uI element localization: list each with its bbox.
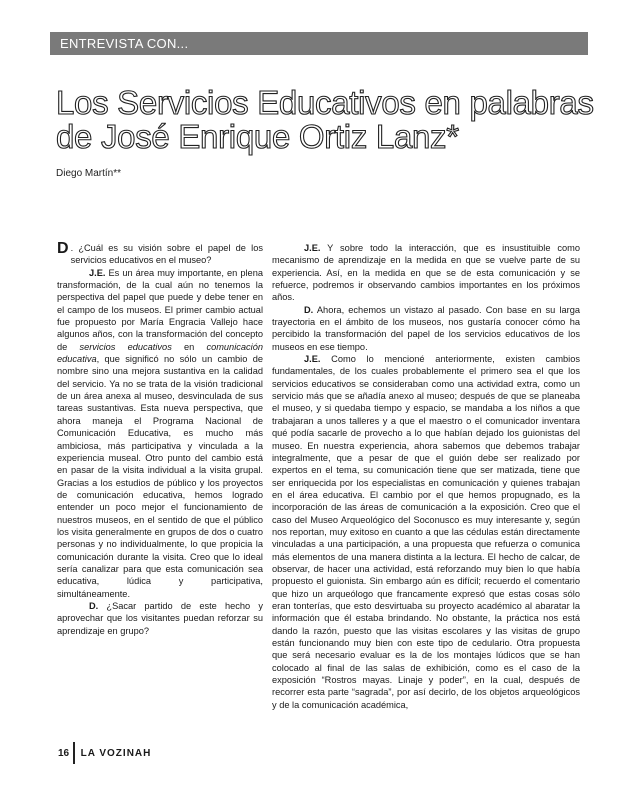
section-label: ENTREVISTA CON... [60,36,189,51]
text-column-left [57,242,263,637]
footer-divider [73,742,75,764]
page-number: 16 [58,747,70,759]
answer-2: J.E. Y sobre todo la interacción, que es insustituible como mecanismo de aprendizaje en la medida en que se vuelve parte de su experiencia. Así, en la medida en que se de esta comunicación y se refuerce, podremos ir observando cambios importantes en los próximos años. [272,243,580,303]
speaker-label: J.E. [89,267,106,278]
text-column-right [272,242,580,711]
answer-1: J.E. Es un área muy importante, en plena transformación, de la cual aún no tenemos la perspectiva del papel que puede y debe tener en el campo de los museos. El primer cambio actual fue propuesto por María Engracia Vallejo hace algunos años, con la transformación del concepto de servicios educativos en comunicación educativa, que significó no sólo un cambio de nombre sino una mejora sustantiva en la calidad del servicio. Ya no se trata de la visión tradicional de un área anexa al museo, desvinculada de sus tareas sustantivas. Esta nueva perspectiva, que ahora maneja el Programa Nacional de Comunicación Educativa, es mucho más ambiciosa, más participativa y vinculada a la experiencia museal. Otro punto del cambio está en pasar de la visita individual a la visita grupal. Gracias a los estudios de público y los proyectos de comunicación educativa, hemos logrado entender un poco mejor el funcionamiento de nuestros museos, en el sentido de que el público los visita generalmente en grupos de dos o cuatro personas y no individualmente, lo que propicia la comunicación durante la visita. Creo que lo ideal sería canalizar para que esta comunicación sea educativa, lúdica y participativa, simultáneamente. [57,267,263,599]
speaker-label: J.E. [304,354,321,365]
page-footer [58,744,151,762]
speaker-label: J.E. [304,243,321,253]
magazine-name: LA VOZINAH [80,747,152,759]
question-initial: D [57,240,69,257]
article-title: Los Servicios Educativos en palabras de José Enrique Ortiz Lanz* [56,84,594,155]
speaker-label: D. [304,304,314,315]
section-header-bar [50,32,588,55]
article-author: Diego Martín** [56,168,122,179]
question-1: D . ¿Cuál es su visión sobre el papel de los servicios educativos en el museo? [57,240,263,266]
speaker-label: D. [89,600,99,611]
question-2: D. ¿Sacar partido de este hecho y aprovechar que los visitantes puedan reforzar su aprendizaje en grupo? [57,600,263,636]
question-3: D. Ahora, echemos un vistazo al pasado. Con base en su larga trayectoria en el ámbito de los museos, nos gustaría conocer cómo ha percibido la transformación del papel de los servicios educativos de los museos en ese tiempo. [272,304,580,352]
answer-3: J.E. Como lo mencioné anteriormente, existen cambios fundamentales, de los cuales probablemente el primero sea el que los servicios educativos se consideraban como una actividad extra, como un servicio más que se añadía anexo al museo; después de que se planeaba el museo, y si quedaba tiempo y espacio, se mandaba a los niños a que trabajaran a unos talleres y a que el maestro o el comunicador inventara qué podía sacarle de provecho a lo que habían dejado los guionistas del museo. En nuestra experiencia, ahora sabemos que debemos trabajar integralmente, que a pesar de que el guión debe ser realizado por expertos en el tema, su comunicación tiene que ser matizada, tiene que ser enriquecida por los especialistas en comunicación y quienes trabajan en el área educativa. El cambio por el que hemos propugnado, es la incorporación de las áreas de comunicación a la exposición. Creo que el caso del Museo Arqueológico del Soconusco es muy interesante y, según nos reportan, muy exitoso en cuanto a que las cédulas están directamente vinculadas a una participación, a una propuesta que refuerza o comunica más elementos de una manera distinta a la lectura. El hecho de calcar, de observar, de hacer una actividad, está reforzando muy bien lo que había propuesto el guionista. Sin embargo aún es difícil; recuerdo el comentario que hizo un arqueólogo que francamente expresó que estas cosas sólo eran tonterías, que esto desvirtuaba su proyecto académico al abaratar la información que él estaba brindando. No obstante, la práctica nos está dando la razón, puesto que las visitas escolares y las visitas de grupo están funcionando muy bien con este tipo de cedulario. Otra propuesta que será necesario evaluar es la de los montajes lúdicos que se han colocado al final de las salas de exhibición, como es el caso de la exposición “Rostros mayas. Linaje y poder”, en la cual, después de recorrer esta parte “sagrada”, por así decirlo, de los objetos arqueológicos y de la comunicación académica, [272,354,580,710]
